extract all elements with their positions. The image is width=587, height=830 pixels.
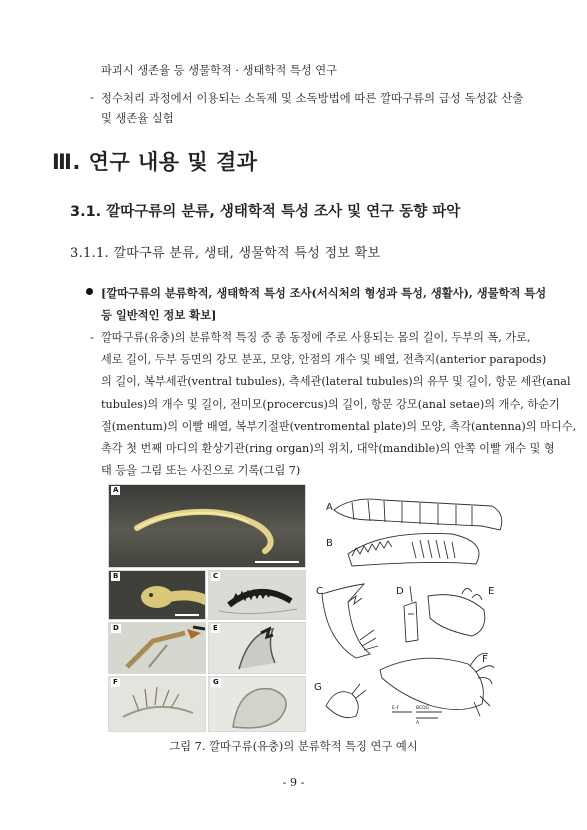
- drawing-label: G: [314, 682, 322, 693]
- setae-photo: [109, 677, 206, 732]
- panel-label: G: [213, 678, 219, 686]
- photo-panel-c: [208, 570, 306, 620]
- antenna-photo: [109, 623, 206, 674]
- bullet-line: [깔따구류의 분류학적, 생태학적 특성 조사(서식처의 형성과 특성, 생활사), 생물학적 특성: [101, 286, 547, 300]
- text-line: 및 생존율 실험: [101, 112, 174, 125]
- figure-photos: [108, 484, 306, 732]
- body-line: tubules)의 개수 및 길이, 전미모(procercus)의 길이, 항문 강모(anal setae)의 개수, 하순기: [101, 397, 560, 411]
- text-line: 정수처리 과정에서 이용되는 소독제 및 소독방법에 따른 깔따구류의 급성 독성값 산출: [101, 92, 524, 105]
- larva-drawings: [312, 490, 512, 730]
- photo-panel-g: [208, 676, 306, 732]
- figure-caption: 그림 7. 깔따구류(유충)의 분류학적 특징 연구 예시: [169, 740, 418, 753]
- scale-label: BCDG: [416, 706, 430, 711]
- larva-photo: [109, 485, 306, 568]
- dash-marker: -: [90, 331, 94, 344]
- body-paragraph: [101, 327, 577, 482]
- mandible-photo: [209, 623, 306, 674]
- subsubsection-title: 3.1.1. 깔따구류 분류, 생태, 생물학적 특성 정보 확보: [70, 246, 381, 261]
- text-line: 파괴시 생존율 등 생물학적 · 생태학적 특성 연구: [101, 64, 338, 77]
- dash-marker: -: [90, 91, 94, 104]
- panel-label: C: [213, 572, 219, 580]
- body-line: 의 길이, 복부세관(ventral tubules), 측세관(lateral tubules)의 유무 및 길이, 항문 세관(anal: [101, 375, 571, 389]
- body-line: 절(mentum)의 이빨 배열, 복부기절판(ventromental plate)의 모양, 촉각(antenna)의 마디수,: [101, 419, 577, 433]
- photo-panel-f: [108, 676, 206, 732]
- panel-label: A: [113, 486, 119, 494]
- drawing-label: F: [482, 654, 488, 665]
- drawing-label: C: [316, 586, 323, 597]
- page-number: - 9 -: [282, 776, 305, 789]
- drawing-label: E: [488, 586, 495, 597]
- plate-photo: [209, 677, 306, 732]
- scale-label: A: [416, 721, 420, 726]
- body-line: 깔따구류(유충)의 분류학적 특징 중 종 동정에 주로 사용되는 몸의 길이, 두부의 폭, 가로,: [101, 331, 531, 344]
- drawing-label: B: [326, 538, 333, 549]
- drawing-label: D: [396, 586, 404, 597]
- body-line: 촉각 첫 번째 마디의 환상기관(ring organ)의 위치, 대악(mandible)의 안쪽 이빨 개수 및 형: [101, 442, 555, 456]
- body-line: 세로 길이, 두부 등면의 강모 분포, 모양, 안점의 개수 및 배열, 전측지(anterior parapods): [101, 353, 547, 367]
- photo-panel-d: [108, 622, 206, 674]
- panel-label: E: [213, 624, 218, 632]
- subsection-title: 3.1. 깔따구류의 분류, 생태학적 특성 조사 및 연구 동향 파악: [70, 204, 461, 220]
- bullet-icon: [86, 288, 93, 295]
- photo-panel-e: [208, 622, 306, 674]
- panel-label: F: [113, 678, 118, 686]
- bullet-text: [101, 282, 546, 326]
- drawing-label: A: [326, 502, 333, 513]
- figure-drawings: [312, 490, 512, 730]
- panel-label: B: [113, 572, 119, 580]
- section-title: Ⅲ. 연구 내용 및 결과: [52, 150, 258, 174]
- panel-label: D: [113, 624, 119, 632]
- body-line: 태 등을 그림 또는 사진으로 기록(그림 7): [101, 464, 301, 478]
- photo-panel-a: [108, 484, 306, 568]
- larva-head-photo: [109, 571, 206, 620]
- scale-label: E-F: [392, 706, 400, 711]
- mentum-photo: [209, 571, 306, 620]
- photo-panel-b: [108, 570, 206, 620]
- bullet-line: 등 일반적인 정보 확보]: [101, 308, 217, 322]
